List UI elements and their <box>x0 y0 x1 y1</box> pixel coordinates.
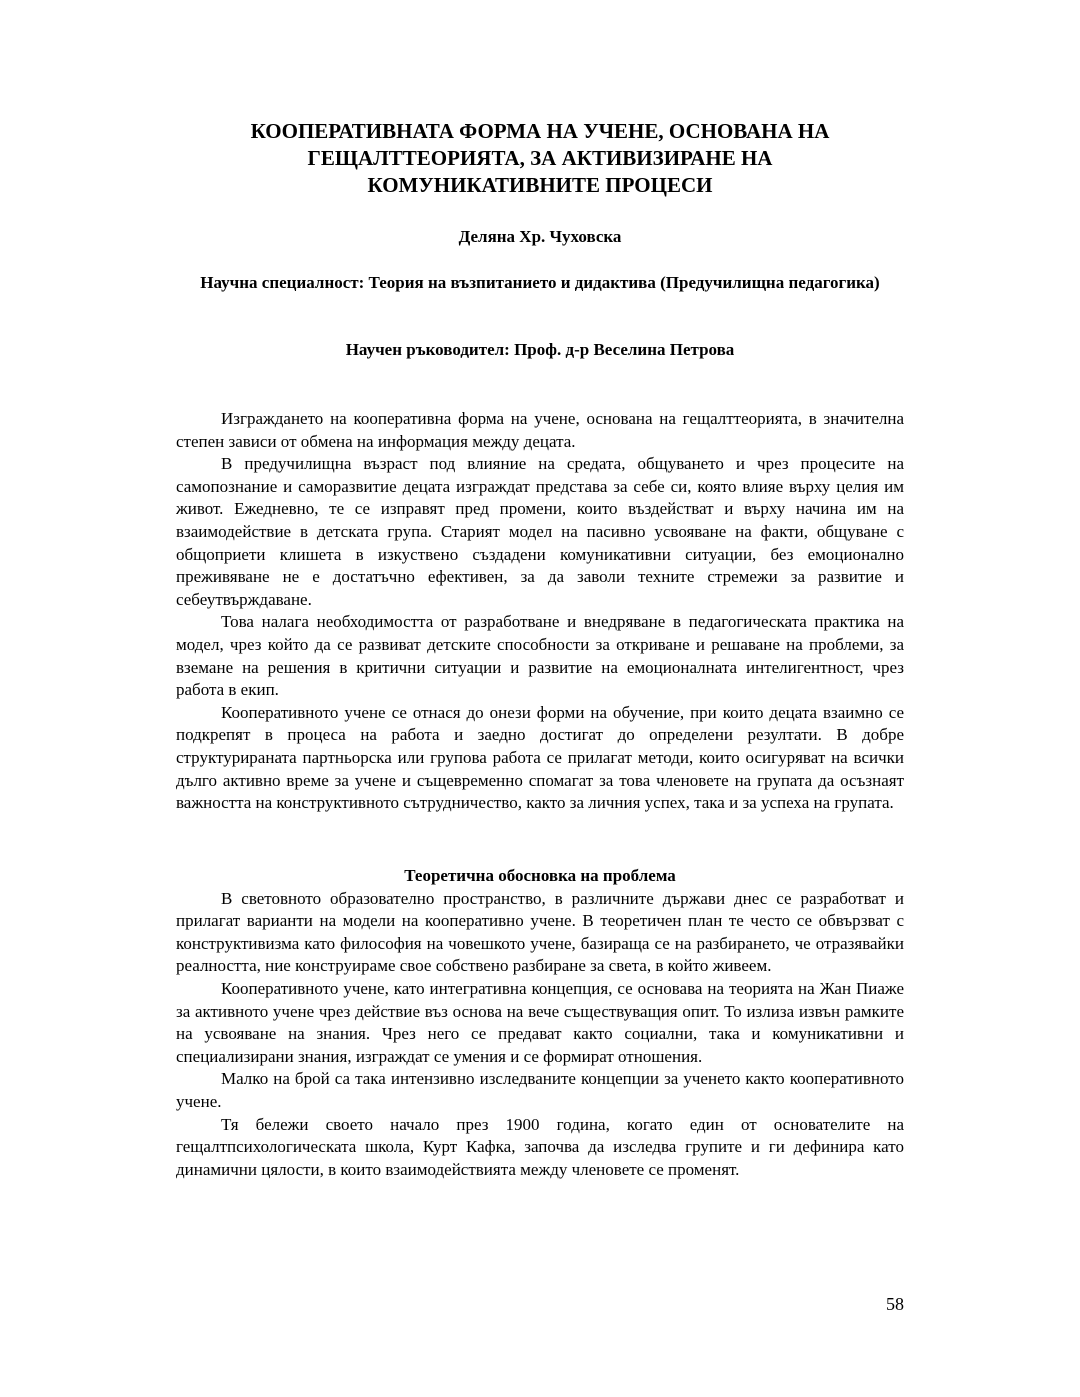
body-paragraph: Кооперативното учене се отнася до онези форми на обучение, при които децата взаимно се подкрепят в процеса на работа и заедно достигат до определени резултати. В добре структурираната партньорска или групова работа се прилагат методи, които осигуряват на всички дълго активно време за учене и същевременно спомагат за това членовете на групата да осъзнаят важността на конструктивното сътрудничество, както за личния успех, така и за успеха на групата. <box>176 702 904 813</box>
title-line: КОМУНИКАТИВНИТЕ ПРОЦЕСИ <box>367 173 713 197</box>
body-paragraph: Кооперативното учене, като интегративна концепция, се основава на теорията на Жан Пиаже за активното учене чрез действие въз основа на вече съществуващия опит. То излиза извън рамките на усвояване на знания. Чрез него се предават както социални, така и комуникативни и специализирани знания, изграждат се умения и се формират отношения. <box>176 978 904 1066</box>
body-paragraph: Тя бележи своето начало през 1900 година, когато един от основателите на гещалтпсихологическата школа, Курт Кафка, започва да изследва групите и ги дефинира като динамични цялости, в които взаимодействията между членовете се променят. <box>176 1114 904 1179</box>
author-name: Деляна Хр. Чуховска <box>458 227 622 246</box>
theory-section <box>176 865 904 1181</box>
title-line: ГЕЩАЛТТЕОРИЯТА, ЗА АКТИВИЗИРАНЕ НА <box>307 146 773 170</box>
body-paragraph: Изграждането на кооперативна форма на учене, основана на гещалттеорията, в значителна степен зависи от обмена на информация между децата. <box>176 409 904 451</box>
body-paragraph: В световното образователно пространство, в различните държави днес се разработват и прилагат варианти на модели на кооперативно учене. В теоретичен план те често се обвързват с конструктивизма като философия на човешкото учене, базираща се на разбирането, че отразявайки реалността, ние конструираме свое собствено разбиране за света, в който живеем. <box>176 888 904 976</box>
body-paragraph: Малко на брой са така интензивно изследваните концепции за ученето както кооперативното учене. <box>176 1069 904 1111</box>
title-line: КООПЕРАТИВНАТА ФОРМА НА УЧЕНЕ, ОСНОВАНА НА <box>250 119 830 143</box>
scientific-supervisor: Научен ръководител: Проф. д-р Веселина Петрова <box>345 340 735 359</box>
section-heading: Теоретична обосновка на проблема <box>404 866 676 885</box>
body-paragraph: Това налага необходимостта от разработване и внедряване в педагогическата практика на модел, чрез който да се развиват детските способности за откриване и решаване на проблеми, за вземане на решения в критични ситуации и развитие на емоционалната интелигентност, чрез работа в екип. <box>176 612 904 700</box>
body-paragraph: В предучилищна възраст под влияние на средата, общуването и чрез процесите на самопознание и саморазвитие децата изграждат представа за себе си, която влияе върху целия им живот. Ежедневно, те се изправят пред промени, които въздействат и върху начина им на взаимодействие в детската група. Старият модел на пасивно усвояване на факти, общуване с общоприети клишета в изкуствено създадени комуникативни ситуации, без емоционално преживяване не е достатъчно ефективен, за да заволи техните стремежи за развитие и себеутвърждаване. <box>176 454 904 609</box>
document-page <box>176 0 904 1397</box>
paper-title <box>176 118 904 199</box>
page-number: 58 <box>886 1294 904 1314</box>
intro-section <box>176 408 904 815</box>
scientific-specialty: Научна специалност: Теория на възпитанието и дидактива (Предучилищна педагогика) <box>200 273 880 292</box>
